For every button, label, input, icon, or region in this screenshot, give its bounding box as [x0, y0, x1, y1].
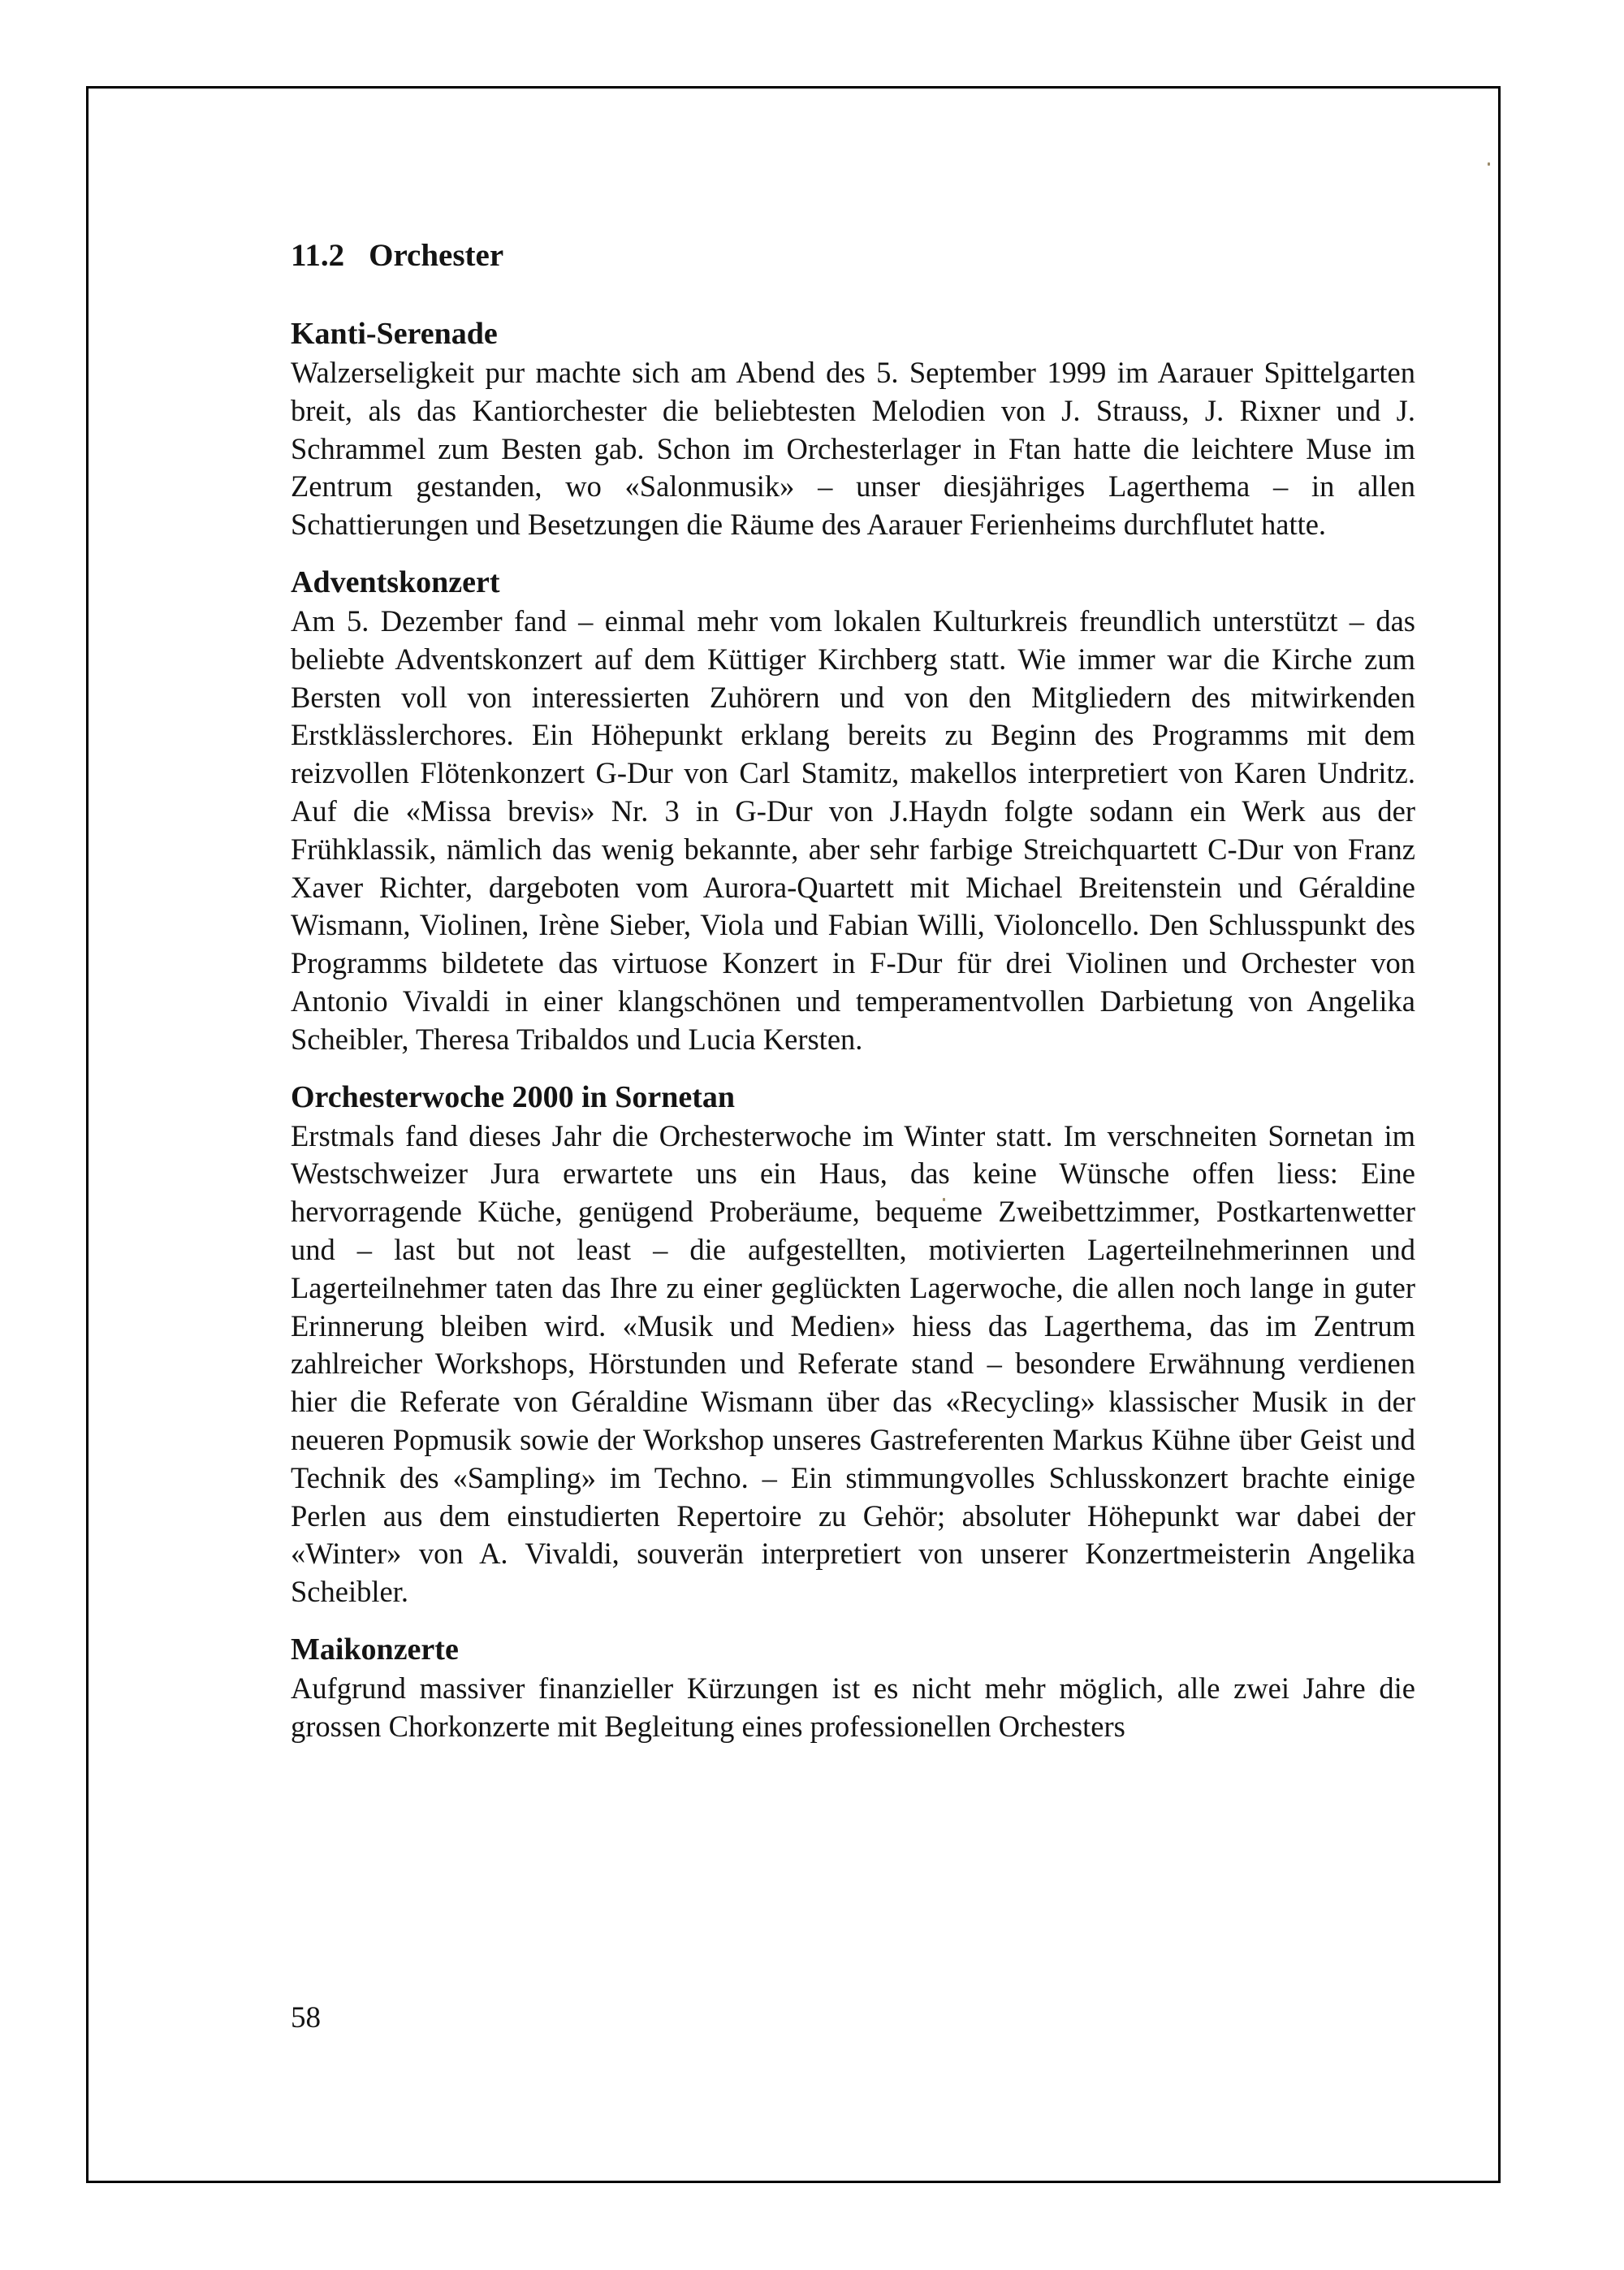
subsection-kanti-serenade	[291, 313, 1415, 544]
subsection-heading: Orchesterwoche 2000 in Sornetan	[291, 1079, 736, 1114]
section-title-text: Orchester	[369, 238, 504, 273]
subsection-paragraph: Aufgrund massiver finanzieller Kürzungen ist es nicht mehr möglich, alle zwei Jahre die grossen Chorkonzerte mit Begleitung eines professionellen Orchesters	[291, 1671, 1415, 1743]
section-title	[291, 236, 1415, 276]
scan-speck	[1488, 162, 1490, 166]
subsection-adventskonzert	[291, 562, 1415, 1059]
subsection-maikonzerte	[291, 1629, 1415, 1746]
section-number: 11.2	[291, 238, 345, 273]
subsection-heading: Kanti-Serenade	[291, 317, 498, 351]
page-number: 58	[291, 2001, 321, 2034]
document-body	[291, 236, 1415, 1764]
subsection-heading: Adventskonzert	[291, 564, 500, 599]
subsection-paragraph: Erstmals fand dieses Jahr die Orchesterwoche im Winter statt. Im verschneiten Sornetan im Westschweizer Jura erwartete uns ein Haus, das keine Wünsche offen liess: Eine hervorragende Küche, genügend Proberäume, bequeme Zweibettzimmer, Postkartenwetter und – last but not least – die aufgestellten, motivierten Lagerteilnehmerinnen und Lagerteilnehmer taten das Ihre zu einer geglückten Lagerwoche, die allen noch lange in guter Erinnerung bleiben wird. «Musik und Medien» hiess das Lagerthema, das im Zentrum zahlreicher Workshops, Hörstunden und Referate stand – besondere Erwähnung verdienen hier die Referate von Géraldine Wismann über das «Recycling» klassischer Musik in der neueren Popmusik sowie der Workshop unseres Gastreferenten Markus Kühne über Geist und Technik des «Sampling» im Techno. – Ein stimmungvolles Schlusskonzert brachte einige Perlen aus dem einstudierten Repertoire zu Gehör; absoluter Höhepunkt war dabei der «Winter» von A. Vivaldi, souverän interpretiert von unserer Konzertmeisterin Angelika Scheibler.	[291, 1118, 1415, 1609]
subsection-heading: Maikonzerte	[291, 1632, 459, 1667]
subsection-paragraph: Am 5. Dezember fand – einmal mehr vom lokalen Kulturkreis freundlich unterstützt – das beliebte Adventskonzert auf dem Küttiger Kirchberg statt. Wie immer war die Kirche zum Bersten voll von interessierten Zuhörern und von den Mitgliedern des mitwirkenden Erstklässlerchores. Ein Höhepunkt erklang bereits zu Beginn des Programms mit dem reizvollen Flötenkonzert G-Dur von Carl Stamitz, makellos interpretiert von Karen Undritz. Auf die «Missa brevis» Nr. 3 in G-Dur von J.Haydn folgte sodann ein Werk aus der Frühklassik, nämlich das wenig bekannte, aber sehr farbige Streichquartett C-Dur von Franz Xaver Richter, dargeboten vom Aurora-Quartett mit Michael Breitenstein und Géraldine Wismann, Violinen, Irène Sieber, Viola und Fabian Willi, Violoncello. Den Schlusspunkt des Programms bildetete das virtuose Konzert in F-Dur für drei Violinen und Orchester von Antonio Vivaldi in einer klangschönen und temperamentvollen Darbietung von Angelika Scheibler, Theresa Tribaldos und Lucia Kersten.	[291, 603, 1415, 1056]
subsection-paragraph: Walzerseligkeit pur machte sich am Abend des 5. September 1999 im Aarauer Spittelgarten breit, als das Kantiorchester die beliebtesten Melodien von J. Strauss, J. Rixner und J. Schrammel zum Besten gab. Schon im Orchesterlager in Ftan hatte die leichtere Muse im Zentrum gestanden, wo «Salonmusik» – unser diesjähriges Lagerthema – in allen Schattierungen und Besetzungen die Räume des Aarauer Ferienheims durchflutet hatte.	[291, 356, 1415, 542]
subsection-orchesterwoche	[291, 1077, 1415, 1611]
